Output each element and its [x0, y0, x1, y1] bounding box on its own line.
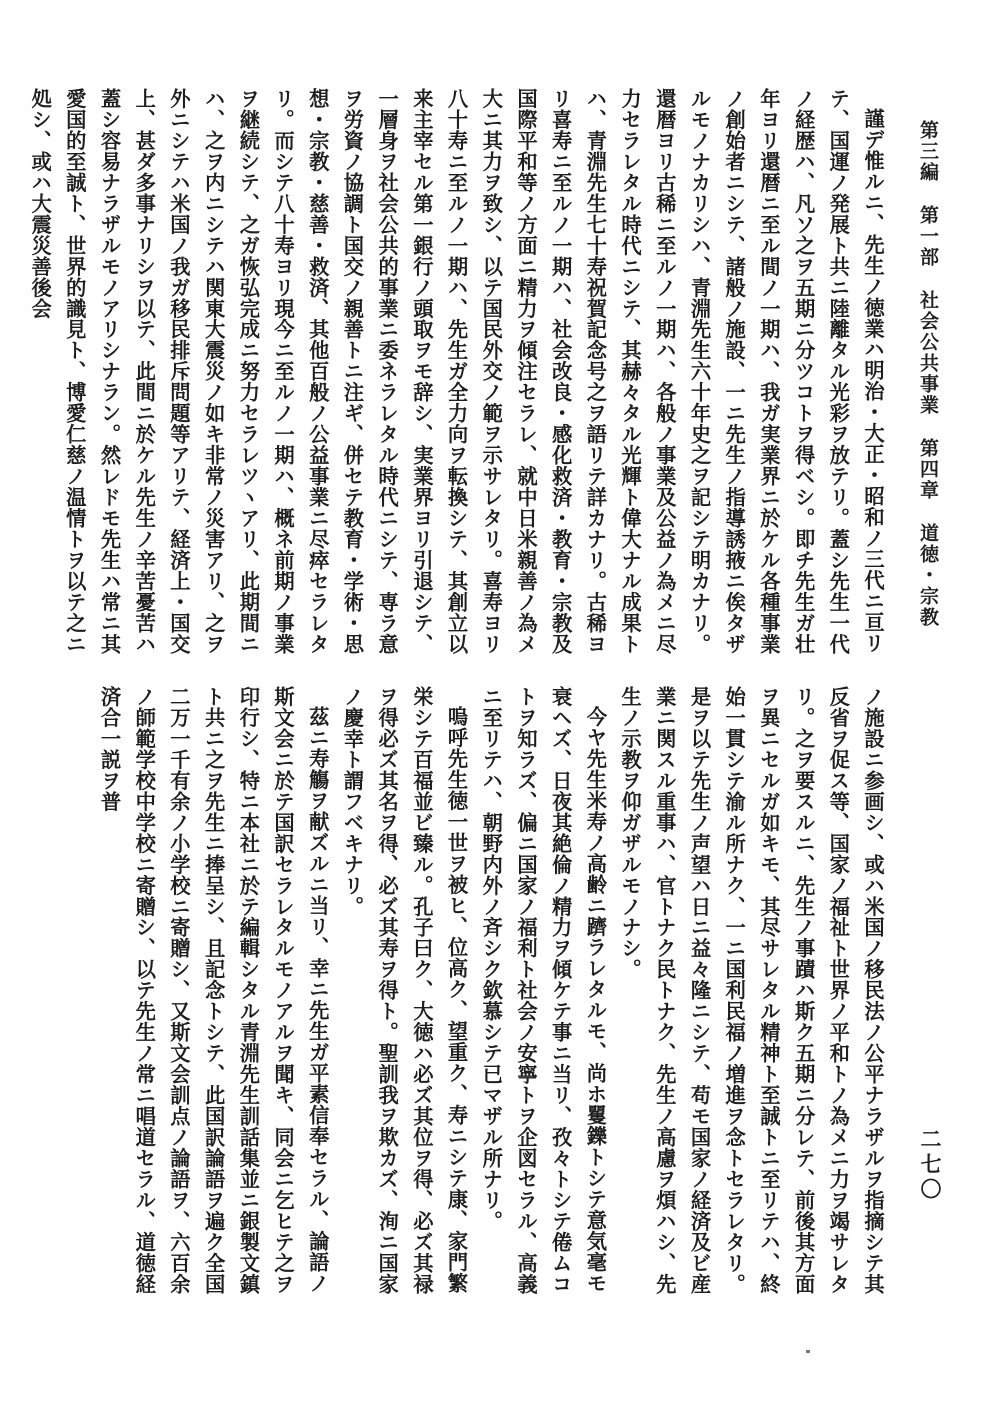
paragraph: ノ施設ニ参画シ、或ハ米国ノ移民法ノ公平ナラザルヲ指摘シテ其反省ヲ促ス等、国家ノ福祉ト世界ノ平和トノ為メニ力ヲ竭サレタリ。之ヲ要スルニ、先生ノ事蹟ハ斯ク五期ニ分レテ、前後其方面ヲ異ニセルガ如キモ、其尽サレタル精神ト至誠トニ至リテハ、終始一貫シテ渝ル所ナク、一ニ国利民福ノ増進ヲ念トセラレタリ。是ヲ以テ先生ノ声望ハ日ニ益々隆ニシテ、苟モ国家ノ経済及ビ産業ニ関スル重事ハ、官トナク民トナク、先生ノ高慮ヲ煩ハシ、先生ノ示教ヲ仰ガザルモノナシ。 [618, 686, 885, 1295]
lower-text-block [78, 686, 890, 1304]
paragraph: 今ヤ先生米寿ノ高齢ニ躋ラレタルモ、尚ホ矍鑠トシテ意気毫モ衰ヘズ、日夜其絶倫ノ精力ヲ傾ケテ事ニ当リ、孜々トシテ倦ムコトヲ知ラズ、偏ニ国家ノ福利ト社会ノ安寧トヲ企図セラル、高義ニ至リテハ、朝野内外ノ斉シク欽慕シテ已マザル所ナリ。 [479, 686, 608, 1295]
running-head-sho: 第四章 [917, 438, 939, 501]
stray-mark [806, 1350, 810, 1353]
paragraph: 謹デ惟ルニ、先生ノ徳業ハ明治・大正・昭和ノ三代ニ亘リテ、国運ノ発展ト共ニ陸離タル光彩ヲ放テリ。蓋シ先生一代ノ経歴ハ、凡ソ之ヲ五期ニ分ツコトヲ得ベシ。即チ先生ガ壮年ヨリ還暦ニ至ル間ノ一期ハ、我ガ実業界ニ於ケル各種事業ノ創始者ニシテ、諸般ノ施設、一ニ先生ノ指導誘掖ニ俟タザルモノナカリシハ、青淵先生六十年史之ヲ記シテ明カナリ。還暦ヨリ古稀ニ至ルノ一期ハ、各般ノ事業及公益ノ為メニ尽力セラレタル時代ニシテ、其赫々タル光輝ト偉大ナル成果トハ、青淵先生七十寿祝賀記念号之ヲ語リテ詳カナリ。古稀ヨリ喜寿ニ至ルノ一期ハ、社会改良・感化救済・教育・宗教及国際平和等ノ方面ニ精力ヲ傾注セラレ、就中日米親善ノ為メ大ニ其力ヲ致シ、以テ国民外交ノ範ヲ示サレタリ。喜寿ヨリ八十寿ニ至ルノ一期ハ、先生ガ全力向ヲ転換シテ、其創立以来主宰セル第一銀行ノ頭取ヲモ辞シ、実業界ヨリ引退シテ、一層身ヲ社会公共的事業ニ委ネラレタル時代ニシテ、専ラ意ヲ労資ノ協調ト国交ノ親善トニ注ギ、併セテ教育・学術・思想・宗教・慈善・救済、其他百般ノ公益事業ニ尽瘁セラレタリ。而シテ八十寿ヨリ現今ニ至ルノ一期ハ、概ネ前期ノ事業ヲ継続シテ、之ガ恢弘完成ニ努力セラレツヽアリ、此期間ニハ、之ヲ内ニシテハ関東大震災ノ如キ非常ノ災害アリ、之ヲ外ニシテハ米国ノ我ガ移民排斥問題等アリテ、経済上・国交上、甚ダ多事ナリシヲ以テ、此間ニ於ケル先生ノ辛苦憂苦ハ蓋シ容易ナラザルモノアリシナラン。然レドモ先生ハ常ニ其愛国的至誠ト、世界的識見ト、博愛仁慈ノ温情トヲ以テ之ニ処シ、或ハ大震災善後会 [28, 88, 885, 655]
running-head-bu: 第一部 [917, 205, 939, 268]
running-head-chapter-title: 道徳・宗教 [917, 523, 939, 628]
upper-text-block [28, 88, 890, 656]
paragraph: 茲ニ寿觴ヲ献ズルニ当リ、幸ニ先生ガ平素信奉セラル、論語ノ斯文会ニ於テ国訳セラレタルモノアルヲ聞キ、同会ニ乞ヒテ之ヲ印行シ、特ニ本社ニ於テ編輯シタル青淵先生訓話集並ニ銀製文鎮ト共ニ之ヲ先生ニ捧呈シ、且記念トシテ、此国訳論語ヲ遍ク全国二万一千有余ノ小学校ニ寄贈シ、又斯文会訓点ノ論語ヲ、六百余ノ師範学校中学校ニ寄贈シ、以テ先生ノ常ニ唱道セラル、道徳経済合一説ヲ普 [97, 686, 330, 1295]
running-head [908, 120, 948, 680]
paragraph: 嗚呼先生徳一世ヲ被ヒ、位高ク、望重ク、寿ニシテ康、家門繁栄シテ百福並ビ臻ル。孔子曰ク、大徳ハ必ズ其位ヲ得、必ズ其禄ヲ得必ズ其名ヲ得、必ズ其寿ヲ得ト。聖訓我ヲ欺カズ、洵ニ国家ノ慶幸ト謂フベキナリ。 [340, 686, 469, 1295]
running-head-title: 社会公共事業 [917, 290, 939, 416]
running-head-hen: 第三編 [917, 120, 939, 183]
page-number: 二七〇 [918, 1128, 943, 1203]
